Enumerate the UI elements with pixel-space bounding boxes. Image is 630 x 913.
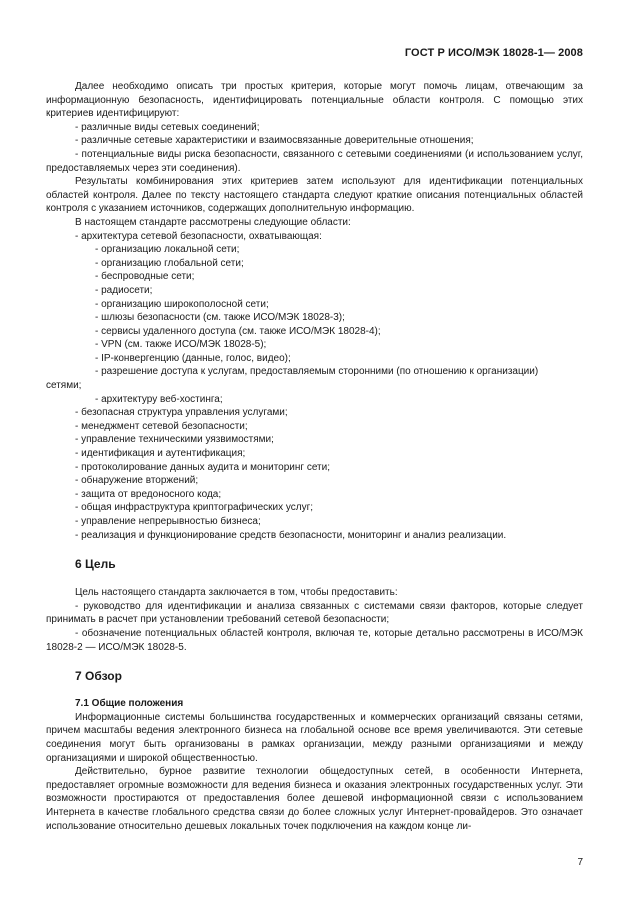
list-item: - общая инфраструктура криптографических услуг;: [75, 502, 314, 514]
list-item: - безопасная структура управления услугами;: [75, 407, 288, 419]
paragraph: Информационные системы большинства государственных и коммерческих организаций связаны сетями, причем масштабы ведения электронного бизнеса на глобальной основе все время увеличиваются. Эти сетевые соединения могут быть организованы в рамках организации, между разными организациями и между организациями и широкой общественностью.: [46, 711, 583, 764]
list-item: - различные сетевые характеристики и взаимосвязанные доверительные отношения;: [75, 135, 474, 147]
paragraph: Далее необходимо описать три простых критерия, которые могут помочь лицам, отвечающим за информационную безопасность, идентифицировать потенциальные области контроля. С помощью этих критериев идентифицируют:: [46, 81, 583, 120]
list-item: - архитектура сетевой безопасности, охватывающая:: [75, 230, 322, 242]
list-item: - обнаружение вторжений;: [75, 475, 199, 487]
page-header: ГОСТ Р ИСО/МЭК 18028-1— 2008: [404, 47, 583, 59]
list-item: - потенциальные виды риска безопасности, связанного с сетевыми соединениями (и использованием услуг, предоставляемых через эти соединения).: [46, 148, 583, 174]
sub-list-item: - организацию глобальной сети;: [95, 257, 244, 269]
list-item: - обозначение потенциальных областей контроля, включая те, которые детально рассмотрены в ИСО/МЭК 18028-2 — ИСО/МЭК 18028-5.: [46, 627, 583, 653]
page-number: 7: [577, 857, 583, 868]
list-item: - управление техническими уязвимостями;: [75, 434, 274, 446]
sub-list-item: - организацию широкополосной сети;: [95, 298, 269, 310]
paragraph: В настоящем стандарте рассмотрены следующие области:: [75, 216, 351, 228]
list-item: - идентификация и аутентификация;: [75, 448, 246, 460]
sub-list-item-continuation: сетями;: [46, 380, 82, 392]
sub-list-item: - радиосети;: [95, 284, 153, 296]
sub-list-item: - VPN (см. также ИСО/МЭК 18028-5);: [95, 339, 267, 351]
page-body: [46, 80, 583, 833]
section-heading: 6 Цель: [75, 557, 116, 572]
sub-list-item: - разрешение доступа к услугам, предоставляемым сторонними (по отношению к организации): [95, 366, 539, 378]
list-item: - защита от вредоносного кода;: [75, 488, 222, 500]
list-item: - руководство для идентификации и анализа связанных с системами связи факторов, которые следует принимать в расчет при установлении требований сетевой безопасности;: [46, 600, 583, 626]
list-item: - различные виды сетевых соединений;: [75, 121, 260, 133]
paragraph: Цель настоящего стандарта заключается в том, чтобы предоставить:: [75, 587, 398, 599]
subsection-heading: 7.1 Общие положения: [75, 698, 184, 710]
sub-list-item: - сервисы удаленного доступа (см. также ИСО/МЭК 18028-4);: [95, 325, 381, 337]
list-item: - управление непрерывностью бизнеса;: [75, 516, 261, 527]
paragraph: Результаты комбинирования этих критериев затем используют для идентификации потенциальных областей контроля. Далее по тексту настоящего стандарта следуют краткие описания потенциальных областей контроля с указанием источников, содержащих дополнительную информацию.: [46, 176, 583, 215]
section-heading: 7 Обзор: [75, 669, 122, 684]
sub-list-item: - шлюзы безопасности (см. также ИСО/МЭК 18028-3);: [95, 312, 345, 324]
sub-list-item: - архитектуру веб-хостинга;: [95, 393, 223, 405]
list-item: - реализация и функционирование средств безопасности, мониторинг и анализ реализации.: [75, 529, 507, 541]
paragraph: Действительно, бурное развитие технологии общедоступных сетей, в особенности Интернета, предоставляет огромные возможности для ведения бизнеса и оказания электронных государственных услуг. Эти возможности простираются от предоставления более дешевой информационной связи с использованием Интернета в качестве глобального средства связи до более сложных услуг Интернет-провайдеров. Это означает использование относительно дешевых локальных точек подключения на каждом конце ли-: [46, 766, 583, 832]
sub-list-item: - беспроводные сети;: [95, 271, 195, 283]
sub-list-item: - организацию локальной сети;: [95, 244, 240, 256]
list-item: - менеджмент сетевой безопасности;: [75, 420, 248, 432]
list-item: - протоколирование данных аудита и мониторинг сети;: [75, 461, 330, 473]
sub-list-item: - IP-конвергенцию (данные, голос, видео);: [95, 352, 291, 364]
